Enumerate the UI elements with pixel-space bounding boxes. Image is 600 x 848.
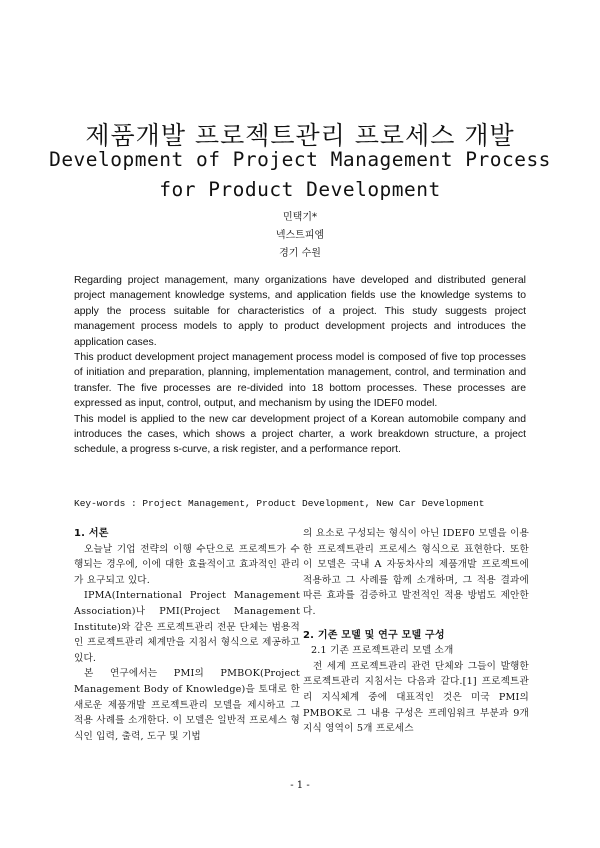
page-number: - 1 - (290, 780, 310, 791)
body-paragraph: IPMA(International Project Management Association)나 PMI(Project Management Institute)와 같은 프로젝트관리 전문 단체는 범용적인 프로젝트관리 체계만을 지침서 형식으로 제공하고 있다. (74, 590, 300, 664)
section-heading: 1. 서론 (74, 528, 109, 539)
body-paragraph: 본 연구에서는 PMI의 PMBOK(Project Management Body of Knowledge)을 토대로 한 새로운 제품개발 프로젝트관리 모델을 제시하고 그 적용 사례를 소개한다. 이 모델은 일반적 프로세스 형식인 입력, 출력, 도구 및 기법 (74, 668, 300, 742)
abstract-paragraph: This product development project management process model is composed of five top processes of initiation and preparation, planning, implementation management, control, and termination and transfer. The five processes are re-divided into 18 bottom processes. These processes are expressed as input, control, output, and mechanism by using the IDEF0 model. (74, 352, 526, 410)
section-heading: 2. 기존 모델 및 연구 모델 구성 (303, 629, 445, 641)
body-paragraph: 전 세계 프로젝트관리 관련 단체와 그들이 발행한 프로젝트관리 지침서는 다음과 같다.[1] 프로젝트관리 지식체계 중에 대표적인 것은 미국 PMI의 PMBOK로 그 내용 구성은 프레임워크 부분과 9개 지식 영역이 5개 프로세스 (303, 660, 529, 735)
paper-title-english-line2: for Product Development (159, 178, 441, 201)
author-affiliation: 넥스트피엠 (275, 230, 325, 241)
body-paragraph: 오늘날 기업 전략의 이행 수단으로 프로젝트가 수행되는 경우에, 이에 대한 효율적이고 효과적인 관리가 요구되고 있다. (74, 543, 300, 586)
keywords: Key-words : Project Management, Product Development, New Car Development (74, 498, 485, 509)
abstract (74, 273, 526, 458)
subsection-heading: 2.1 기존 프로젝트관리 모델 소개 (311, 645, 454, 657)
body-paragraph: 의 요소로 구성되는 형식이 아닌 IDEF0 모델을 이용한 프로젝트관리 프로세스 형식으로 표현한다. 또한 이 모델은 국내 A 자동차사의 제품개발 프로젝트에 적용하고 그 사례를 함께 소개하며, 그 적용 결과에 따른 효과를 검증하고 발전적인 적용 방법도 제안한다. (303, 528, 529, 617)
paper-title-english-line1: Development of Project Management Process (49, 148, 551, 171)
author-name: 민택기* (283, 212, 317, 223)
body-left-column (74, 526, 300, 744)
paper-title-korean: 제품개발 프로젝트관리 프로세스 개발 (85, 121, 515, 150)
abstract-paragraph: This model is applied to the new car development project of a Korean automobile company and introduces the cases, which shows a project charter, a work breakdown structure, a project schedule, a progress s-curve, a risk register, and a performance report. (74, 413, 526, 456)
body-right-column (303, 526, 529, 737)
author-location: 경기 수원 (279, 248, 321, 259)
abstract-paragraph: Regarding project management, many organizations have developed and distributed general project management knowledge systems, and application fields use the knowledge systems to apply the process suitable for characteristics of a project. This study suggests project management process models to apply to product development projects and introduces the application cases. (74, 275, 526, 348)
